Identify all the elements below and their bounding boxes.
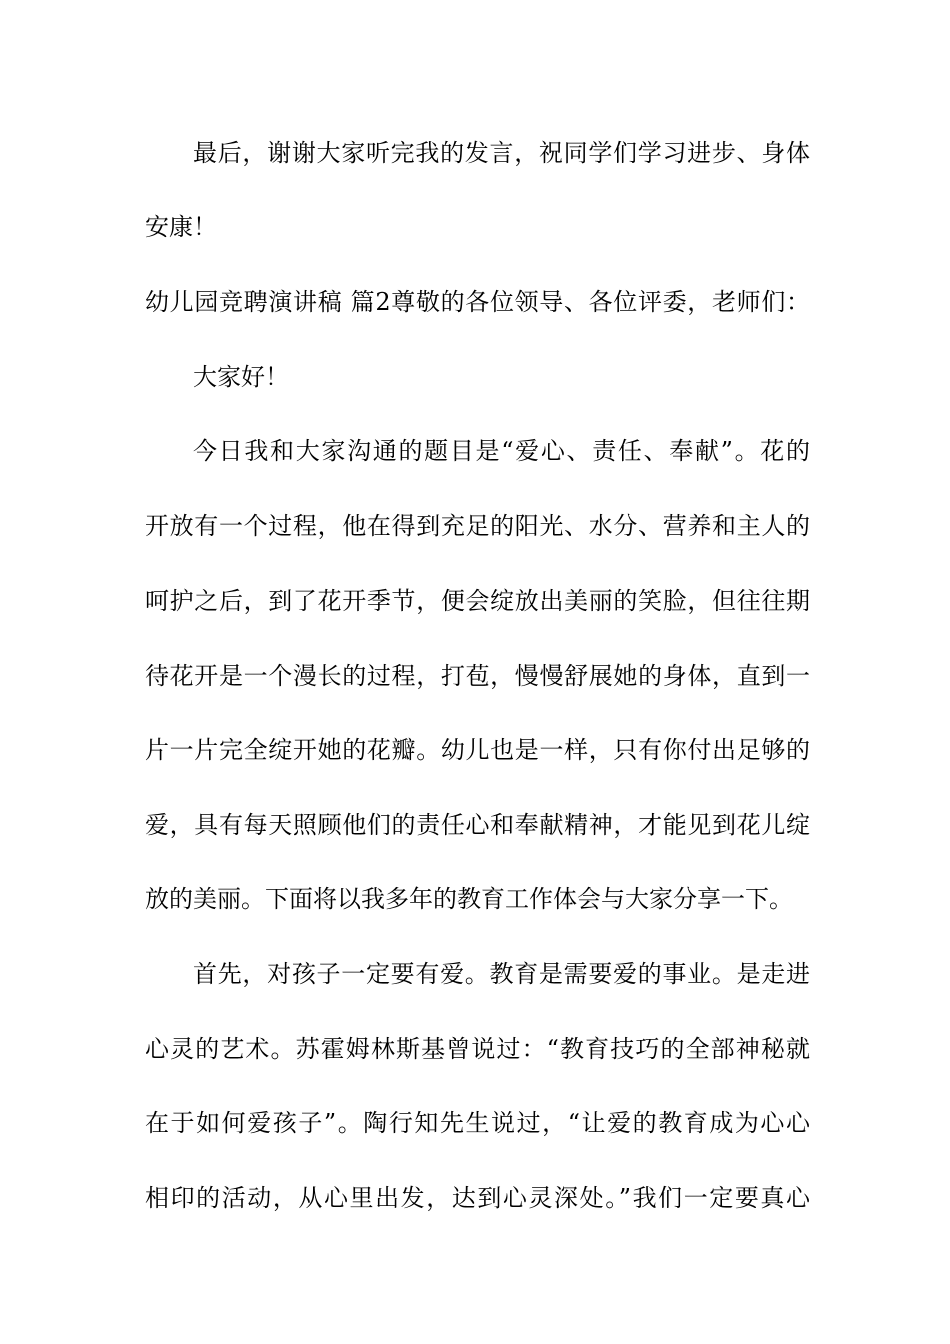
paragraph-line: 放的美丽。下面将以我多年的教育工作体会与大家分享一下。 xyxy=(145,885,793,913)
paragraph-line: 大家好！ xyxy=(193,363,289,391)
paragraph-line: 在于如何爱孩子”。陶行知先生说过，“让爱的教育成为心心 xyxy=(145,1109,810,1137)
paragraph-line: 首先，对孩子一定要有爱。教育是需要爱的事业。是走进 xyxy=(193,960,810,988)
paragraph-line: 心灵的艺术。苏霍姆林斯基曾说过：“教育技巧的全部神秘就 xyxy=(145,1035,810,1063)
paragraph-line: 今日我和大家沟通的题目是“爱心、责任、奉献”。花的 xyxy=(193,437,810,465)
paragraph-line: 爱，具有每天照顾他们的责任心和奉献精神，才能见到花儿绽 xyxy=(145,811,810,839)
section-heading-line: 幼儿园竞聘演讲稿 篇2尊敬的各位领导、各位评委，老师们： xyxy=(145,288,810,316)
paragraph-line: 相印的活动，从心里出发，达到心灵深处。”我们一定要真心 xyxy=(145,1184,810,1212)
paragraph-line: 最后，谢谢大家听完我的发言，祝同学们学习进步、身体 xyxy=(193,139,810,167)
paragraph-line: 开放有一个过程，他在得到充足的阳光、水分、营养和主人的 xyxy=(145,512,810,540)
paragraph-line: 待花开是一个漫长的过程，打苞，慢慢舒展她的身体，直到一 xyxy=(145,662,810,690)
paragraph-line: 呵护之后，到了花开季节，便会绽放出美丽的笑脸，但往往期 xyxy=(145,587,810,615)
paragraph-line: 安康！ xyxy=(145,213,217,241)
paragraph-line: 片一片完全绽开她的花瓣。幼儿也是一样，只有你付出足够的 xyxy=(145,736,810,764)
